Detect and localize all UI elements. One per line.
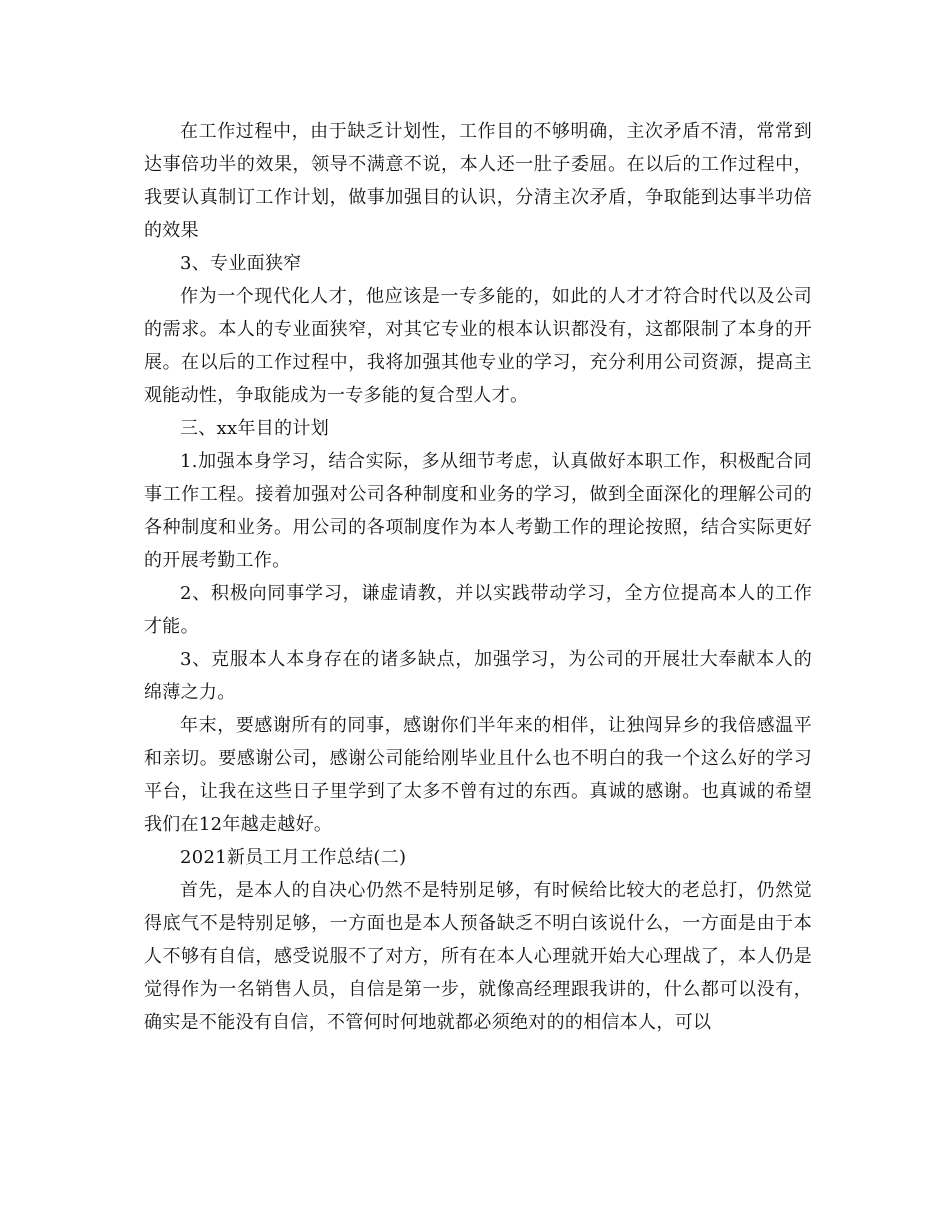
plan-item-3: 3、克服本人本身存在的诸多缺点，加强学习，为公司的开展壮大奉献本人的绵薄之力。: [144, 649, 812, 703]
paragraph-work-process: 在工作过程中，由于缺乏计划性，工作目的不够明确，主次矛盾不清，常常到达事倍功半的效果，领导不满意不说，本人还一肚子委屈。在以后的工作过程中，我要认真制订工作计划，做事加强目的认识，分清主次矛盾，争取能到达事半功倍的效果: [144, 121, 812, 241]
heading-narrow-expertise: 3、专业面狭窄: [180, 253, 302, 274]
heading-year-plan: 三、xx年目的计划: [180, 418, 330, 439]
document-body: [144, 115, 812, 1039]
paragraph-thanks: 年末，要感谢所有的同事，感谢你们半年来的相伴，让独闯异乡的我倍感温平和亲切。要感谢公司，感谢公司能给刚毕业且什么也不明白的我一个这么好的学习平台，让我在这些日子里学到了太多不曾有过的东西。真诚的感谢。也真诚的希望我们在12年越走越好。: [144, 715, 812, 835]
plan-item-2: 2、积极向同事学习，谦虚请教，并以实践带动学习，全方位提高本人的工作才能。: [144, 583, 812, 637]
plan-item-1: 1.加强本身学习，结合实际，多从细节考虑，认真做好本职工作，积极配合同事工作工程。接着加强对公司各种制度和业务的学习，做到全面深化的理解公司的各种制度和业务。用公司的各项制度作为本人考勤工作的理论按照，结合实际更好的开展考勤工作。: [144, 451, 812, 571]
section-title-summary-2: 2021新员工月工作总结(二): [180, 847, 407, 868]
paragraph-expertise: 作为一个现代化人才，他应该是一专多能的，如此的人才才符合时代以及公司的需求。本人的专业面狭窄，对其它专业的根本认识都没有，这都限制了本身的开展。在以后的工作过程中，我将加强其他专业的学习，充分利用公司资源，提高主观能动性，争取能成为一专多能的复合型人才。: [144, 286, 812, 406]
paragraph-confidence: 首先，是本人的自决心仍然不是特别足够，有时候给比较大的老总打，仍然觉得底气不是特别足够，一方面也是本人预备缺乏不明白该说什么，一方面是由于本人不够有自信，感受说服不了对方，所有在本人心理就开始大心理战了，本人仍是觉得作为一名销售人员，自信是第一步，就像高经理跟我讲的，什么都可以没有，确实是不能没有自信，不管何时何地就都必须绝对的的相信本人，可以: [144, 880, 812, 1033]
